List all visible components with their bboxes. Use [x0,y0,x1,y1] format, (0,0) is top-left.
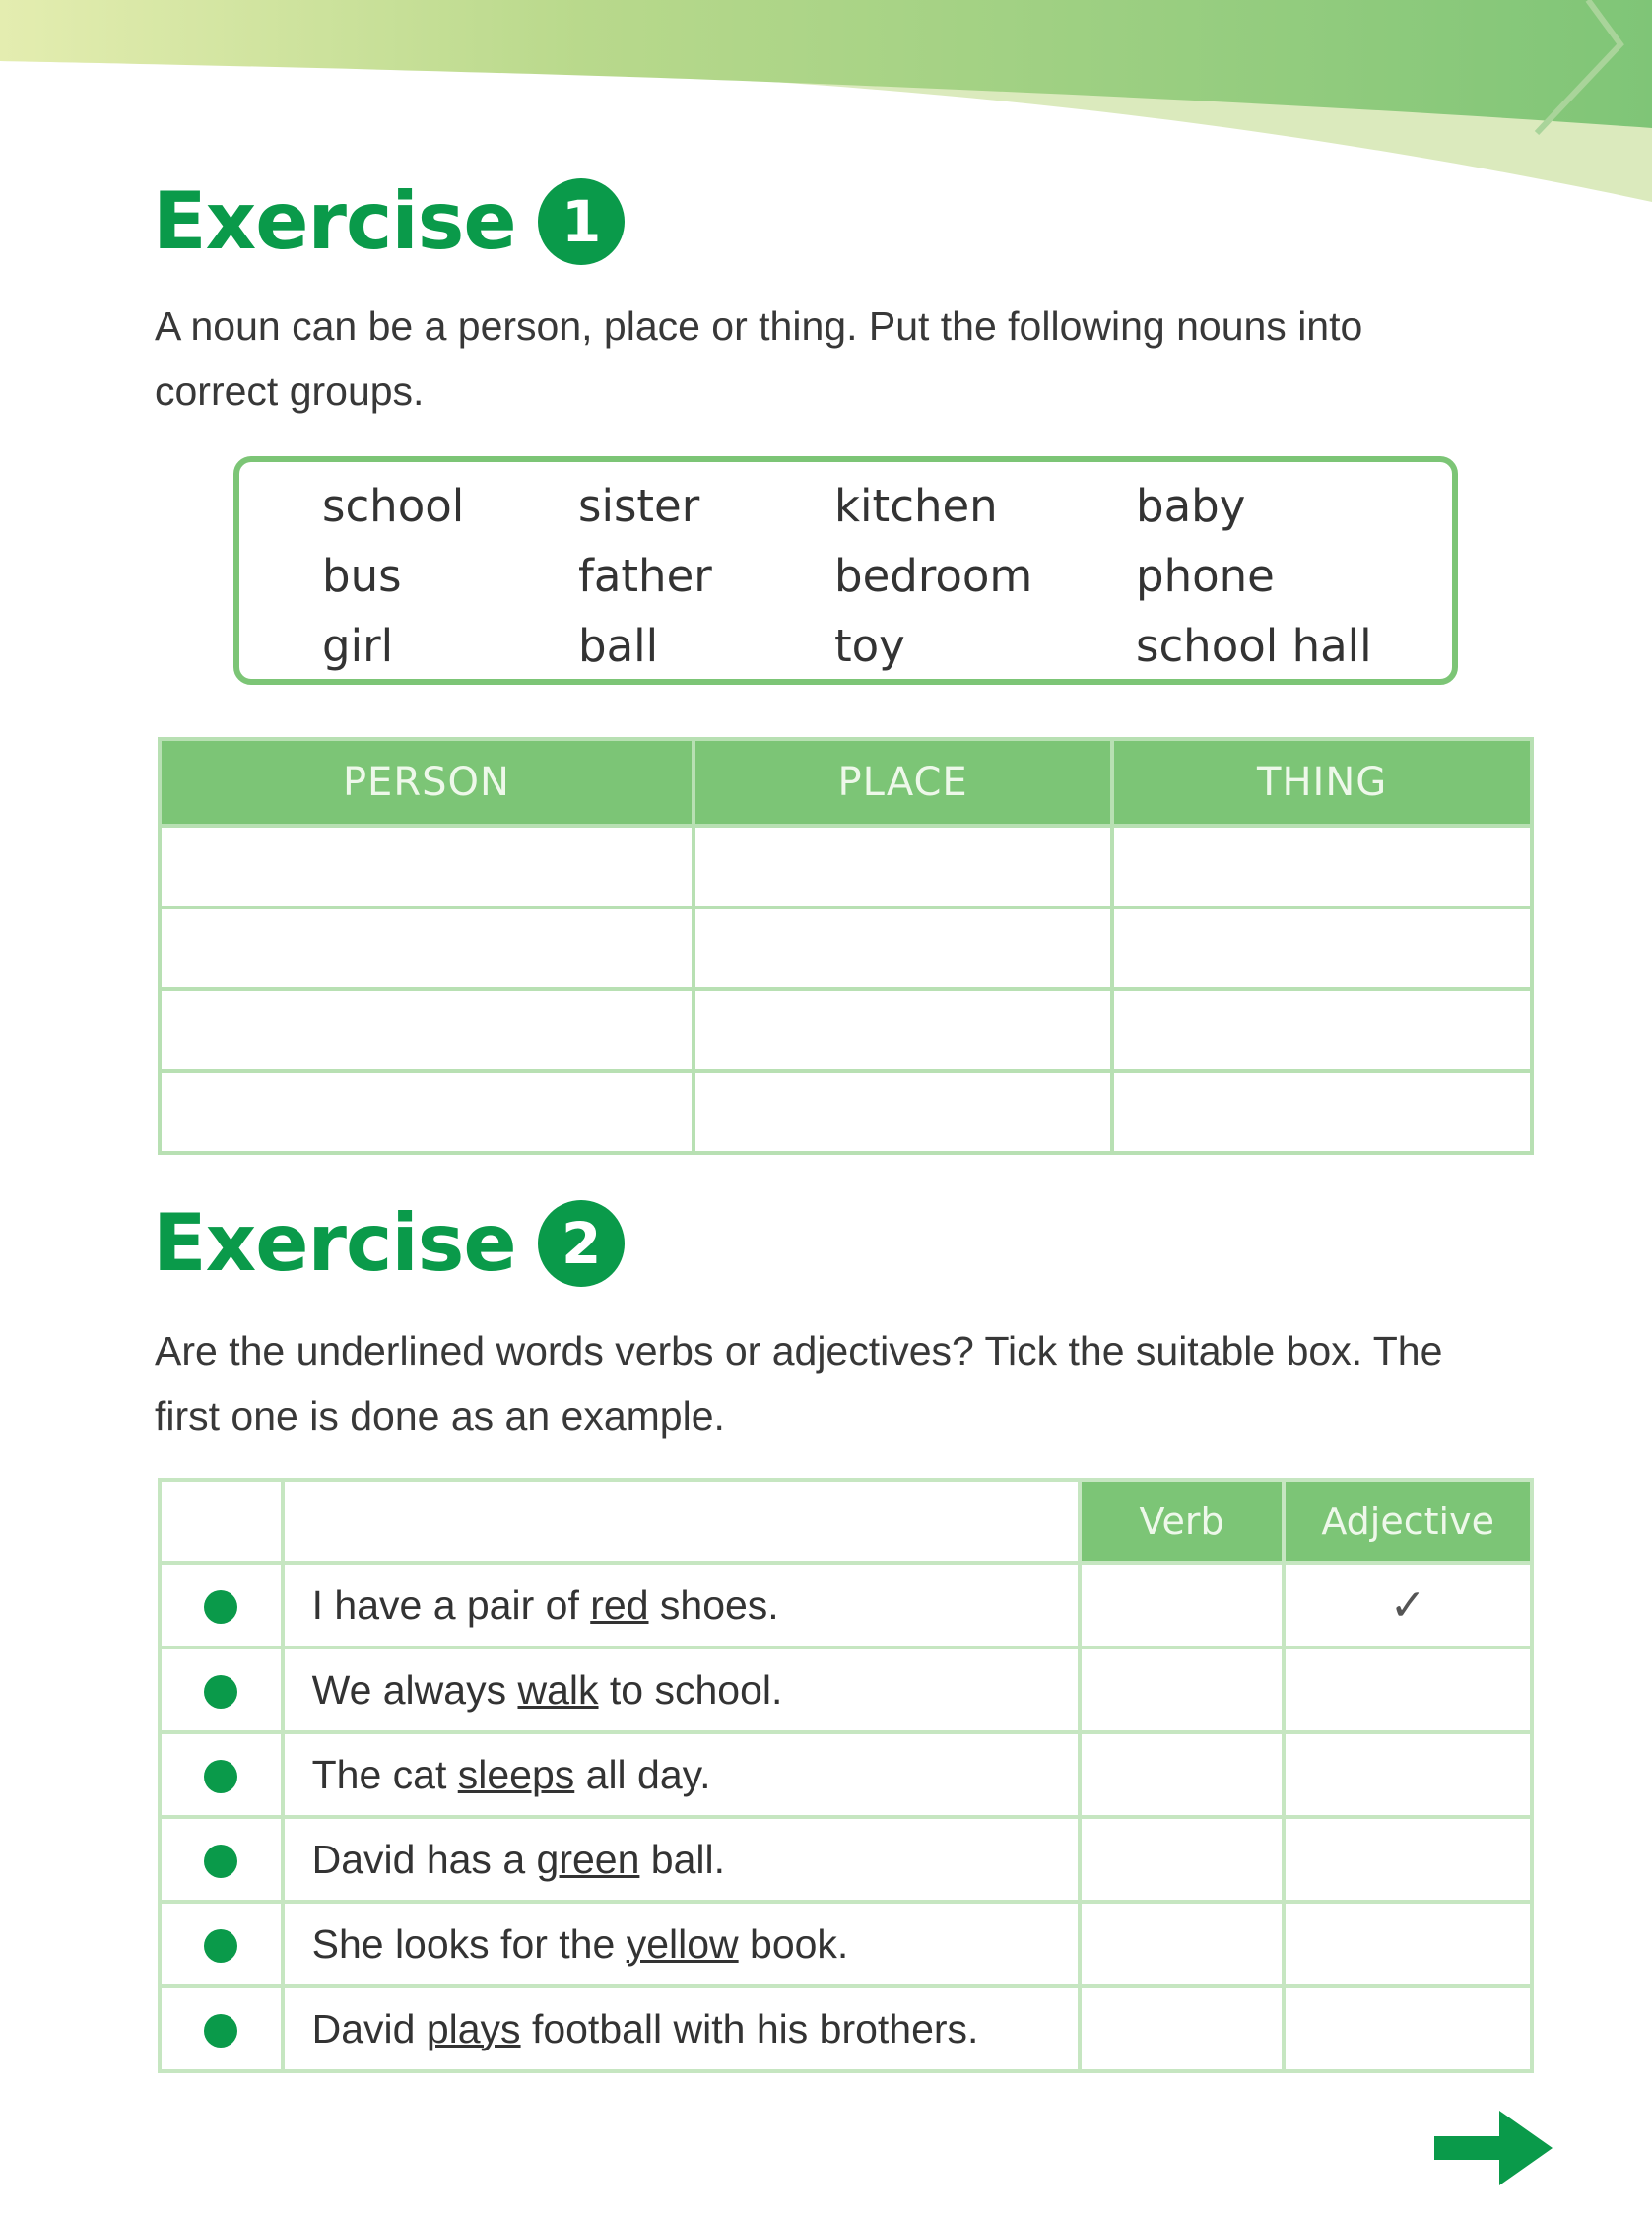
sentence-before: I have a pair of [311,1581,591,1628]
verb-column-header: Verb [1080,1480,1284,1563]
bullet-cell [160,1986,283,2071]
answer-cell[interactable] [694,989,1112,1071]
answer-cell[interactable] [694,907,1112,989]
verb-tick-box[interactable] [1080,1817,1284,1902]
table-row [160,1986,1532,2071]
answer-cell[interactable] [694,1071,1112,1153]
table-row [160,1817,1532,1902]
person-column-header: PERSON [160,739,694,826]
underlined-word: plays [426,2005,521,2051]
sentence-after: shoes. [648,1581,779,1628]
adjective-tick-box[interactable] [1284,1732,1532,1817]
exercise2-title-text: Exercise [153,1197,516,1289]
verb-tick-box[interactable] [1080,1563,1284,1647]
answer-cell[interactable] [160,989,694,1071]
underlined-word: red [590,1581,649,1628]
adjective-tick-box[interactable] [1284,1902,1532,1986]
bullet-cell [160,1902,283,1986]
answer-cell[interactable] [1112,1071,1532,1153]
adjective-tick-box[interactable]: ✓ [1284,1563,1532,1647]
adjective-tick-box[interactable] [1284,1647,1532,1732]
answer-cell[interactable] [1112,907,1532,989]
table-row [160,907,1532,989]
verb-tick-box[interactable] [1080,1986,1284,2071]
adjective-tick-box[interactable] [1284,1986,1532,2071]
sentence-after: football with his brothers. [520,2005,979,2051]
table-row [160,1732,1532,1817]
noun-word: father [578,550,712,602]
adjective-column-header: Adjective [1284,1480,1532,1563]
sentence-before: She looks for the [311,1920,627,1967]
answer-cell[interactable] [160,1071,694,1153]
sentence-before: David [311,2005,427,2051]
answer-cell[interactable] [694,826,1112,907]
underlined-word: sleeps [457,1751,575,1797]
exercise2-instruction: Are the underlined words verbs or adjectives? Tick the suitable box. The first one is done as an example. [155,1328,1443,1439]
place-column-header: PLACE [694,739,1112,826]
blank-header-cell [160,1480,283,1563]
sentence-cell [283,1986,1080,2071]
adjective-tick-box[interactable] [1284,1817,1532,1902]
answer-cell[interactable] [160,826,694,907]
noun-groups-table [158,737,1534,1155]
noun-word: school [322,480,465,532]
answer-cell[interactable] [1112,826,1532,907]
sentence-after: all day. [574,1751,711,1797]
next-page-button[interactable] [1430,2097,1558,2195]
noun-word: bedroom [834,550,1033,602]
sentence-before: We always [311,1666,518,1713]
table-row [160,989,1532,1071]
noun-word: school hall [1136,620,1372,672]
sentence-cell [283,1732,1080,1817]
noun-word: bus [322,550,402,602]
noun-word: kitchen [834,480,998,532]
underlined-word: green [536,1836,640,1882]
exercise1-number-badge: 1 [538,178,625,265]
noun-word: sister [578,480,700,532]
sentence-cell [283,1563,1080,1647]
bullet-icon [204,1845,237,1878]
underlined-word: walk [517,1666,599,1713]
exercise2-number-badge: 2 [538,1200,625,1287]
exercise1-title [153,175,625,267]
sentence-header-cell [283,1480,1080,1563]
arrow-right-icon [1438,2111,1553,2185]
sentence-after: ball. [639,1836,725,1882]
sentence-before: David has a [311,1836,537,1882]
bullet-cell [160,1817,283,1902]
noun-word: girl [322,620,394,672]
sentence-cell [283,1902,1080,1986]
sentence-after: to school. [598,1666,783,1713]
table-row [160,1647,1532,1732]
noun-word: phone [1136,550,1275,602]
bullet-cell [160,1732,283,1817]
thing-column-header: THING [1112,739,1532,826]
bullet-cell [160,1647,283,1732]
bullet-icon [204,2014,237,2048]
sentence-after: book. [738,1920,849,1967]
table-row [160,826,1532,907]
noun-word: toy [834,620,905,672]
bullet-icon [204,1929,237,1963]
answer-cell[interactable] [160,907,694,989]
noun-word: ball [578,620,659,672]
verb-tick-box[interactable] [1080,1732,1284,1817]
underlined-word: yellow [626,1920,739,1967]
exercise1-instruction: A noun can be a person, place or thing. Put the following nouns into correct groups. [155,303,1363,414]
verb-adjective-table [158,1478,1534,2073]
table-row [160,1563,1532,1647]
bullet-icon [204,1760,237,1793]
sentence-cell [283,1817,1080,1902]
bullet-cell [160,1563,283,1647]
sentence-before: The cat [311,1751,458,1797]
bullet-icon [204,1590,237,1624]
bullet-icon [204,1675,237,1709]
exercise2-title [153,1197,625,1289]
table-row [160,1071,1532,1153]
noun-word: baby [1136,480,1246,532]
verb-tick-box[interactable] [1080,1647,1284,1732]
sentence-cell [283,1647,1080,1732]
noun-word-box [233,456,1458,685]
verb-tick-box[interactable] [1080,1902,1284,1986]
table-row [160,1902,1532,1986]
answer-cell[interactable] [1112,989,1532,1071]
exercise1-title-text: Exercise [153,175,516,267]
